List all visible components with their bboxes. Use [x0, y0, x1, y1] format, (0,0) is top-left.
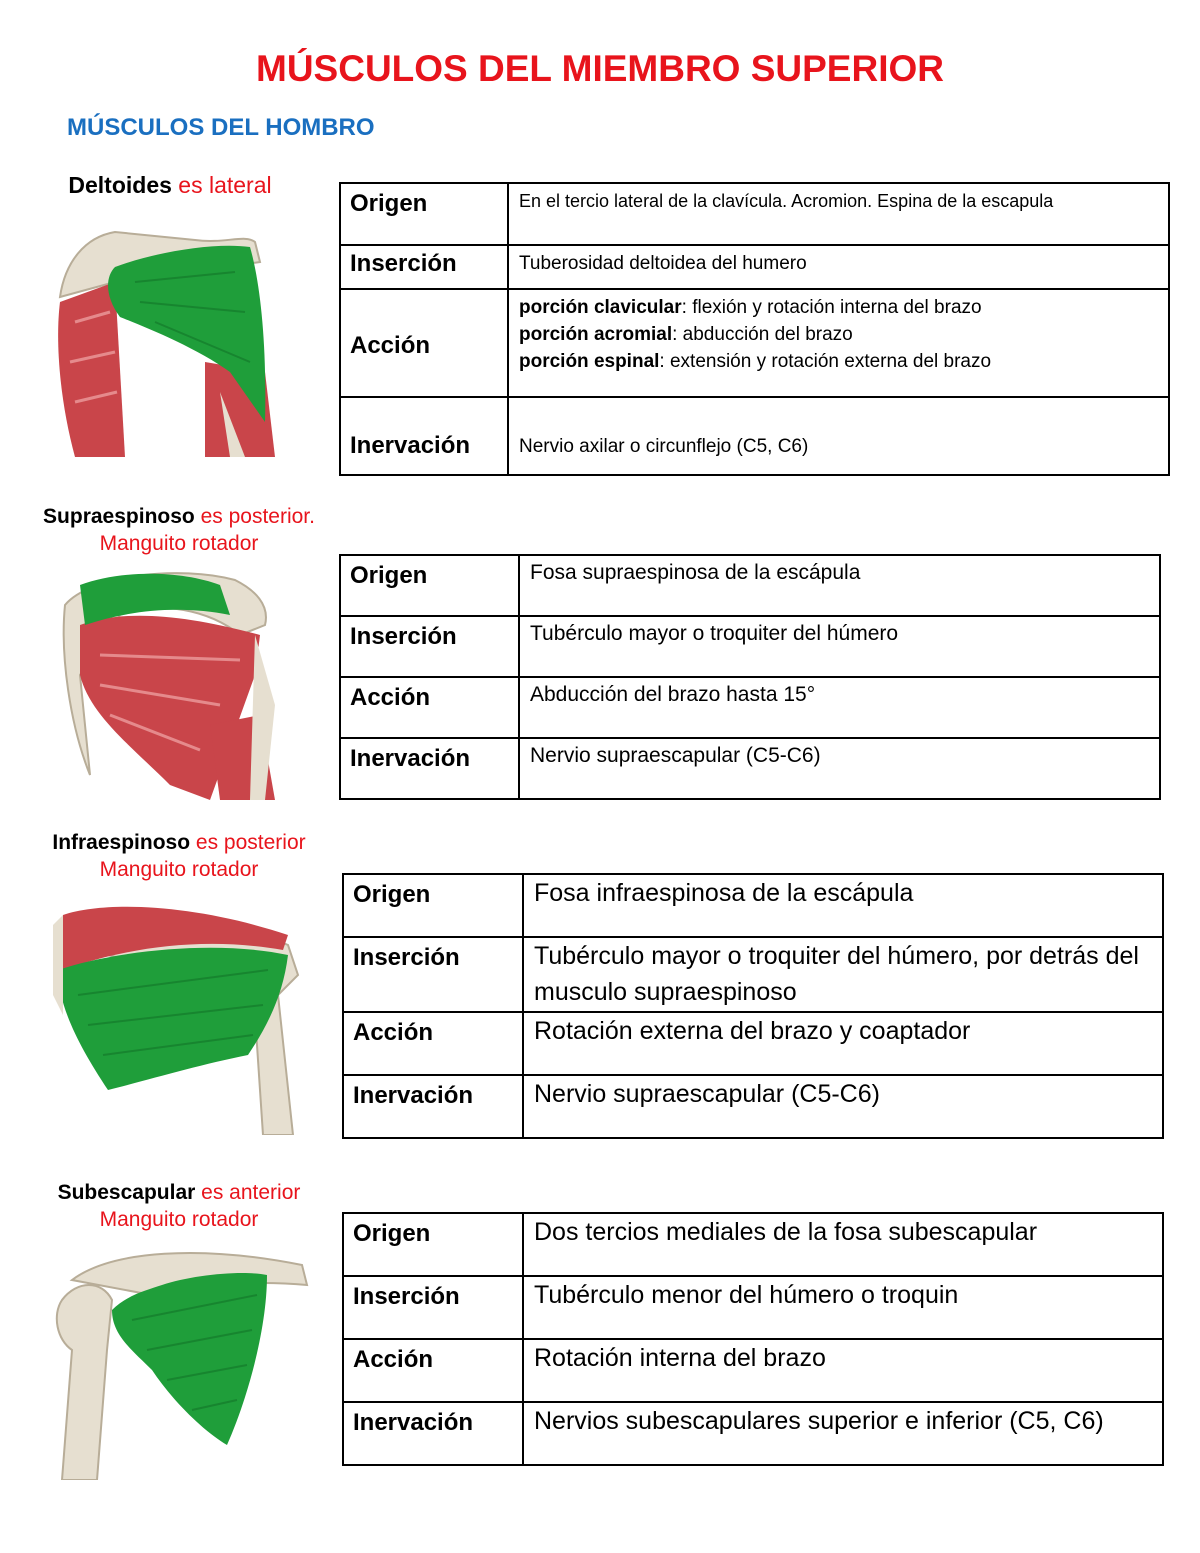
accion-line — [519, 294, 1160, 321]
accion-text: extensión y rotación externa del brazo — [669, 351, 992, 372]
section-title: MÚSCULOS DEL HOMBRO — [67, 114, 375, 141]
row-label-origen: Origen — [343, 874, 523, 937]
accion-part: porción clavicular — [519, 297, 682, 318]
row-label-inervacion: Inervación — [340, 738, 519, 799]
row-label-origen: Origen — [343, 1213, 523, 1276]
table-row — [343, 1213, 1163, 1276]
muscle-position: es posterior — [190, 831, 306, 854]
deltoides-illustration — [55, 222, 285, 457]
row-value-insercion: Tubérculo mayor o troquiter del húmero — [519, 616, 1160, 677]
row-value-inervacion: Nervio axilar o circunflejo (C5, C6) — [508, 397, 1169, 475]
subescapular-table — [342, 1212, 1164, 1466]
muscle-position: es lateral — [171, 172, 272, 198]
accion-sep: : — [659, 351, 670, 372]
accion-text: flexión y rotación interna del brazo — [692, 297, 982, 318]
table-row — [343, 937, 1163, 1012]
table-row — [343, 1339, 1163, 1402]
row-value-inervacion: Nervio supraescapular (C5-C6) — [519, 738, 1160, 799]
row-value-accion: Rotación externa del brazo y coaptador — [523, 1012, 1163, 1075]
row-label-insercion: Inserción — [340, 616, 519, 677]
row-value-insercion: Tuberosidad deltoidea del humero — [508, 245, 1169, 289]
deltoides-table — [339, 182, 1170, 476]
muscle-position: es posterior. — [194, 505, 315, 528]
accion-line — [519, 321, 1160, 348]
supraespinoso-illustration — [60, 565, 285, 800]
row-label-insercion: Inserción — [340, 245, 508, 289]
row-value-origen: Dos tercios mediales de la fosa subescapular — [523, 1213, 1163, 1276]
row-label-origen: Origen — [340, 183, 508, 245]
muscle-note: Manguito rotador — [99, 858, 259, 881]
row-label-insercion: Inserción — [343, 1276, 523, 1339]
muscle-name: Supraespinoso — [43, 505, 195, 528]
subescapular-caption — [20, 1179, 338, 1233]
table-row — [340, 616, 1160, 677]
muscle-name: Subescapular — [57, 1181, 196, 1204]
table-row — [343, 1012, 1163, 1075]
row-value-origen: En el tercio lateral de la clavícula. Acromion. Espina de la escapula — [508, 183, 1169, 245]
infraespinoso-caption — [18, 829, 340, 883]
subescapular-illustration — [52, 1240, 312, 1480]
infraespinoso-table — [342, 873, 1164, 1139]
table-row — [343, 874, 1163, 937]
row-label-accion: Acción — [343, 1339, 523, 1402]
table-row — [343, 1276, 1163, 1339]
supraespinoso-caption — [10, 503, 348, 557]
row-label-inervacion: Inervación — [343, 1075, 523, 1138]
row-value-accion: Rotación interna del brazo — [523, 1339, 1163, 1402]
row-value-accion: Abducción del brazo hasta 15° — [519, 677, 1160, 738]
row-value-insercion: Tubérculo menor del húmero o troquin — [523, 1276, 1163, 1339]
accion-part: porción espinal — [519, 351, 660, 372]
table-row — [343, 1075, 1163, 1138]
table-row — [340, 677, 1160, 738]
table-row — [340, 555, 1160, 616]
row-value-accion — [508, 289, 1169, 397]
table-row — [340, 397, 1169, 475]
table-row — [340, 289, 1169, 397]
row-label-inervacion: Inervación — [340, 397, 508, 475]
row-value-inervacion: Nervio supraescapular (C5-C6) — [523, 1075, 1163, 1138]
table-row — [343, 1402, 1163, 1465]
row-label-accion: Acción — [340, 677, 519, 738]
accion-sep: : — [672, 324, 683, 345]
table-row — [340, 245, 1169, 289]
deltoides-caption — [40, 172, 300, 199]
infraespinoso-illustration — [48, 895, 303, 1135]
row-value-insercion: Tubérculo mayor o troquiter del húmero, por detrás del musculo supraespinoso — [523, 937, 1163, 1012]
row-label-insercion: Inserción — [343, 937, 523, 1012]
row-value-inervacion: Nervios subescapulares superior e inferior (C5, C6) — [523, 1402, 1163, 1465]
row-label-inervacion: Inervación — [343, 1402, 523, 1465]
muscle-name: Deltoides — [68, 172, 172, 198]
accion-text: abducción del brazo — [682, 324, 853, 345]
table-row — [340, 183, 1169, 245]
row-label-accion: Acción — [340, 289, 508, 397]
row-value-origen: Fosa supraespinosa de la escápula — [519, 555, 1160, 616]
accion-sep: : — [681, 297, 693, 318]
row-label-accion: Acción — [343, 1012, 523, 1075]
muscle-name: Infraespinoso — [52, 831, 191, 854]
page-title: MÚSCULOS DEL MIEMBRO SUPERIOR — [256, 48, 944, 89]
table-row — [340, 738, 1160, 799]
muscle-note: Manguito rotador — [99, 1208, 259, 1231]
row-value-origen: Fosa infraespinosa de la escápula — [523, 874, 1163, 937]
supraespinoso-table — [339, 554, 1161, 800]
row-label-origen: Origen — [340, 555, 519, 616]
accion-line — [519, 348, 1160, 375]
muscle-note: Manguito rotador — [99, 532, 259, 555]
muscle-position: es anterior — [195, 1181, 301, 1204]
accion-part: porción acromial — [519, 324, 673, 345]
